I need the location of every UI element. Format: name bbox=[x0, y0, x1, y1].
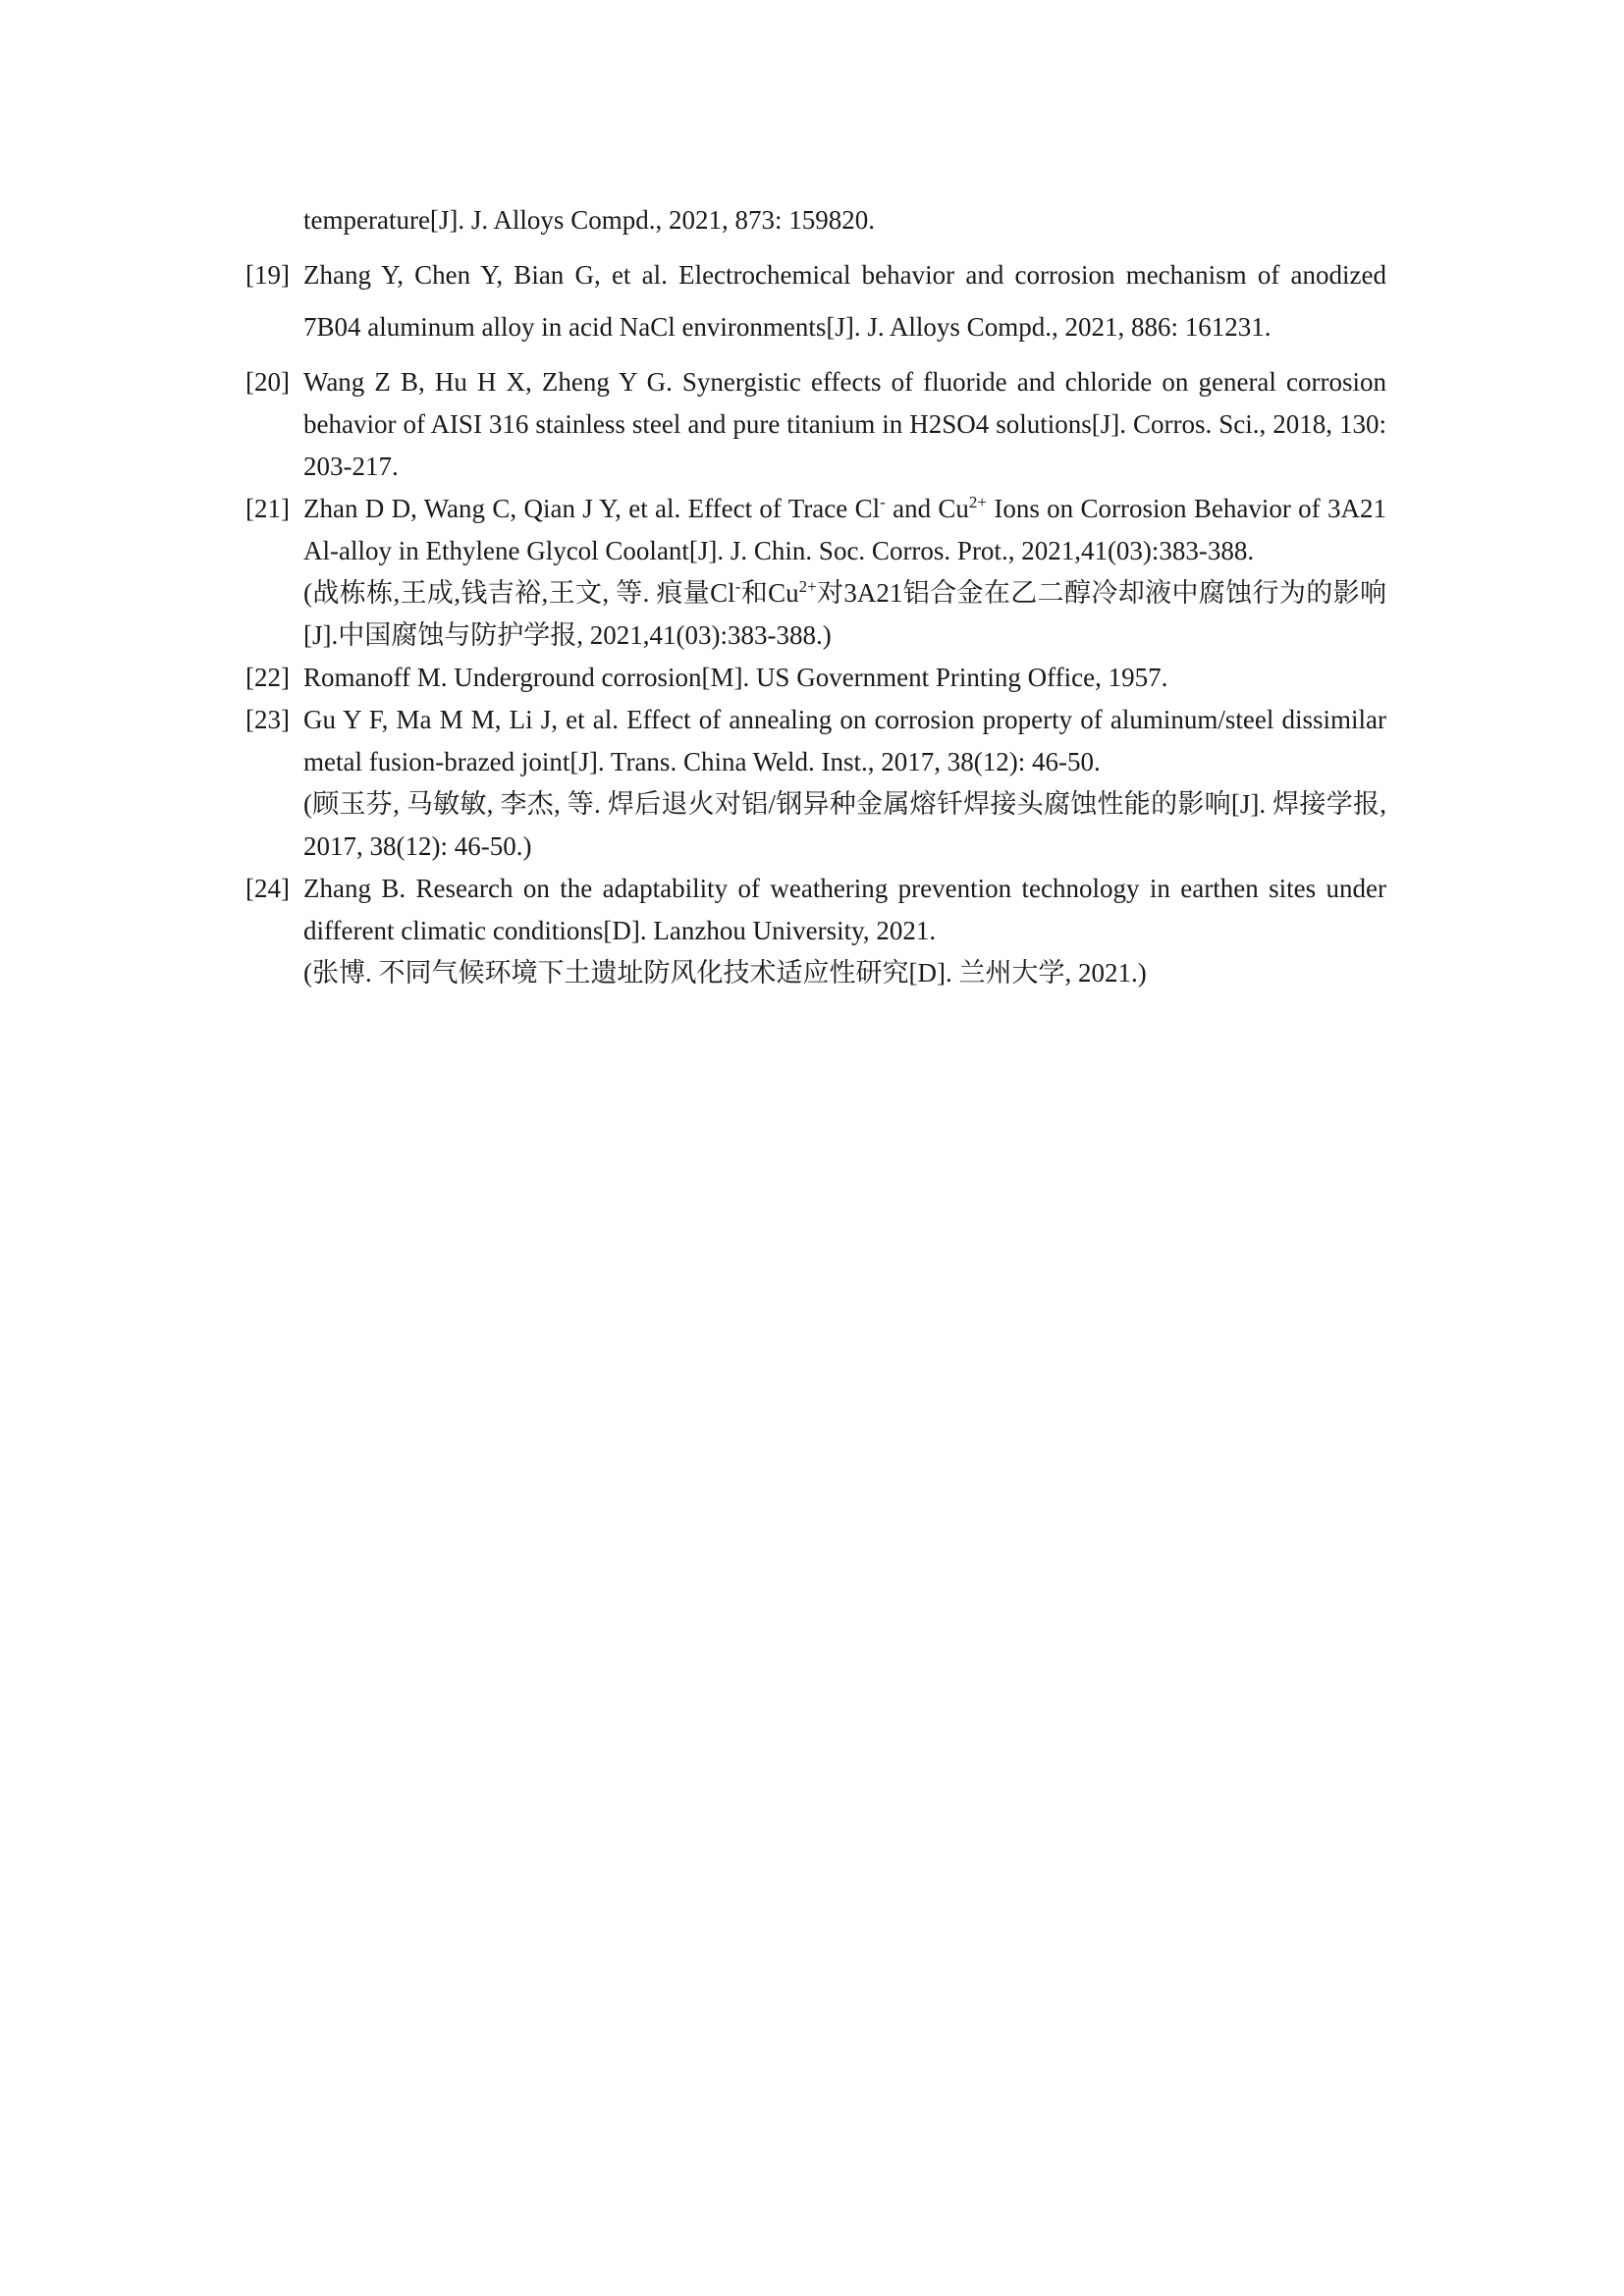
reference-text-part: and Cu bbox=[885, 494, 969, 523]
reference-20 bbox=[245, 361, 1386, 488]
superscript: - bbox=[734, 577, 741, 596]
reference-23 bbox=[245, 699, 1386, 868]
reference-text: Zhang Y, Chen Y, Bian G, et al. Electrochemical behavior and corrosion mechanism of anodized 7B04 aluminum alloy in acid NaCl environments[J]. J. Alloys Compd., 2021, 886: 161231. bbox=[303, 260, 1386, 342]
reference-list bbox=[245, 199, 1386, 994]
reference-21 bbox=[245, 488, 1386, 657]
reference-continuation bbox=[245, 199, 1386, 241]
reference-text: Wang Z B, Hu H X, Zheng Y G. Synergistic effects of fluoride and chloride on general corrosion behavior of AISI 316 stainless steel and pure titanium in H2SO4 solutions[J]. Corros. Sci., 2018, 130: 203-217. bbox=[303, 367, 1386, 481]
reference-number: [24] bbox=[245, 874, 290, 903]
superscript: 2+ bbox=[968, 493, 988, 511]
reference-number: [19] bbox=[245, 260, 290, 290]
reference-text: Zhang B. Research on the adaptability of weathering prevention technology in earthen sites under different climatic conditions[D]. Lanzhou University, 2021. bbox=[303, 874, 1386, 945]
superscript: - bbox=[880, 493, 886, 511]
reference-continuation-text: temperature[J]. J. Alloys Compd., 2021, 873: 159820. bbox=[303, 205, 875, 235]
reference-text-part: Zhan D D, Wang C, Qian J Y, et al. Effect of Trace Cl bbox=[303, 494, 881, 523]
superscript: 2+ bbox=[798, 577, 817, 596]
reference-chinese-text bbox=[303, 572, 1386, 657]
reference-number: [21] bbox=[245, 494, 290, 523]
reference-text bbox=[303, 494, 1386, 565]
reference-number: [23] bbox=[245, 705, 290, 734]
reference-text-part: Ions on Corrosion Behavior of 3A21 Al-alloy in Ethylene Glycol Coolant[J]. J. Chin. Soc. Corros. Prot., 2021,41(03):383-388. bbox=[303, 494, 1386, 565]
reference-text: Gu Y F, Ma M M, Li J, et al. Effect of annealing on corrosion property of aluminum/steel dissimilar metal fusion-brazed joint[J]. Trans. China Weld. Inst., 2017, 38(12): 46-50. bbox=[303, 705, 1386, 776]
reference-number: [22] bbox=[245, 663, 290, 692]
reference-text-part: 对3A21铝合金在乙二醇冷却液中腐蚀行为的影响[J].中国腐蚀与防护学报, 2021,41(03):383-388.) bbox=[303, 578, 1386, 650]
reference-number: [20] bbox=[245, 367, 290, 397]
reference-text-part: 和Cu bbox=[740, 578, 799, 608]
reference-22 bbox=[245, 657, 1386, 699]
reference-text: Romanoff M. Underground corrosion[M]. US Government Printing Office, 1957. bbox=[303, 663, 1168, 692]
reference-text-part: (战栋栋,王成,钱吉裕,王文, 等. 痕量Cl bbox=[303, 578, 735, 608]
reference-19 bbox=[245, 249, 1386, 353]
reference-chinese-text: (张博. 不同气候环境下土遗址防风化技术适应性研究[D]. 兰州大学, 2021.) bbox=[303, 958, 1147, 988]
reference-chinese-text: (顾玉芬, 马敏敏, 李杰, 等. 焊后退火对铝/钢异种金属熔钎焊接头腐蚀性能的影响[J]. 焊接学报, 2017, 38(12): 46-50.) bbox=[303, 789, 1386, 861]
reference-24 bbox=[245, 868, 1386, 994]
